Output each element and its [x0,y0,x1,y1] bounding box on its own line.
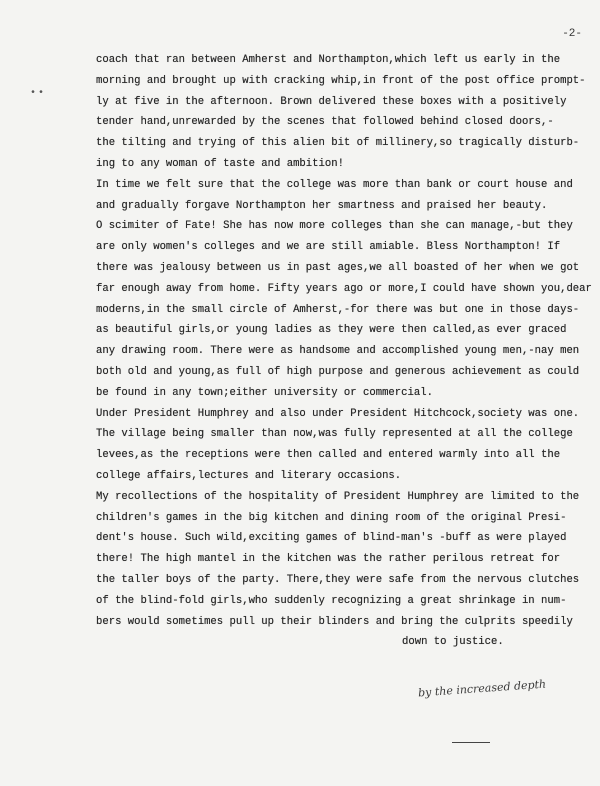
text-line: college affairs,lectures and literary occasions. [96,469,402,482]
text-line: any drawing room. There were as handsome and accomplished young men,-nay men [96,345,580,358]
text-line: dent's house. Such wild,exciting games of blind-man's -buff as were played [96,532,567,545]
text-line: morning and brought up with cracking whip,in front of the post office prompt- [96,74,586,87]
text-line: Under President Humphrey and also under President Hitchcock,society was one. [96,407,580,420]
text-line: levees,as the receptions were then called and entered warmly into all the [96,449,561,462]
text-line: the tilting and trying of this alien bit of millinery,so tragically disturb- [96,137,580,150]
text-line: there was jealousy between us in past ages,we all boasted of her when we got [96,261,580,274]
text-line: of the blind-fold girls,who suddenly recognizing a great shrinkage in num- [96,594,567,607]
page-number: -2- [562,28,582,40]
text-line: and gradually forgave Northampton her smartness and praised her beauty. [96,199,548,212]
text-line: O scimiter of Fate! She has now more colleges than she can manage,-but they [96,220,573,233]
text-line: be found in any town;either university or commercial. [96,386,433,399]
text-line: ing to any woman of taste and ambition! [96,157,344,170]
handwritten-annotation: by the increased depth [417,677,547,700]
text-line: the taller boys of the party. There,they were safe from the nervous clutches [96,573,580,586]
text-line: moderns,in the small circle of Amherst,-for there was but one in those days- [96,303,580,316]
text-line: there! The high mantel in the kitchen was the rather perilous retreat for [96,553,561,566]
margin-mark: •• [30,88,47,99]
text-line: bers would sometimes pull up their blinders and bring the culprits speedily [96,615,573,628]
text-line: My recollections of the hospitality of President Humphrey are limited to the [96,490,580,503]
text-line: tender hand,unrewarded by the scenes that followed behind closed doors,- [96,116,554,129]
text-line: down to justice. [402,636,504,649]
text-line: both old and young,as full of high purpose and generous achievement as could [96,365,580,378]
text-line: coach that ran between Amherst and Northampton,which left us early in the [96,54,561,66]
text-line: are only women's colleges and we are still amiable. Bless Northampton! If [96,241,561,254]
text-line: In time we felt sure that the college was more than bank or court house and [96,178,573,191]
typewritten-body [96,50,596,653]
text-line: far enough away from home. Fifty years ago or more,I could have shown you,dear [96,282,592,295]
pencil-underline [452,742,490,743]
text-line: children's games in the big kitchen and dining room of the original Presi- [96,511,567,524]
text-line: The village being smaller than now,was fully represented at all the college [96,428,573,441]
text-line: ly at five in the afternoon. Brown delivered these boxes with a positively [96,95,567,108]
text-line: as beautiful girls,or young ladies as they were then called,as ever graced [96,324,567,337]
